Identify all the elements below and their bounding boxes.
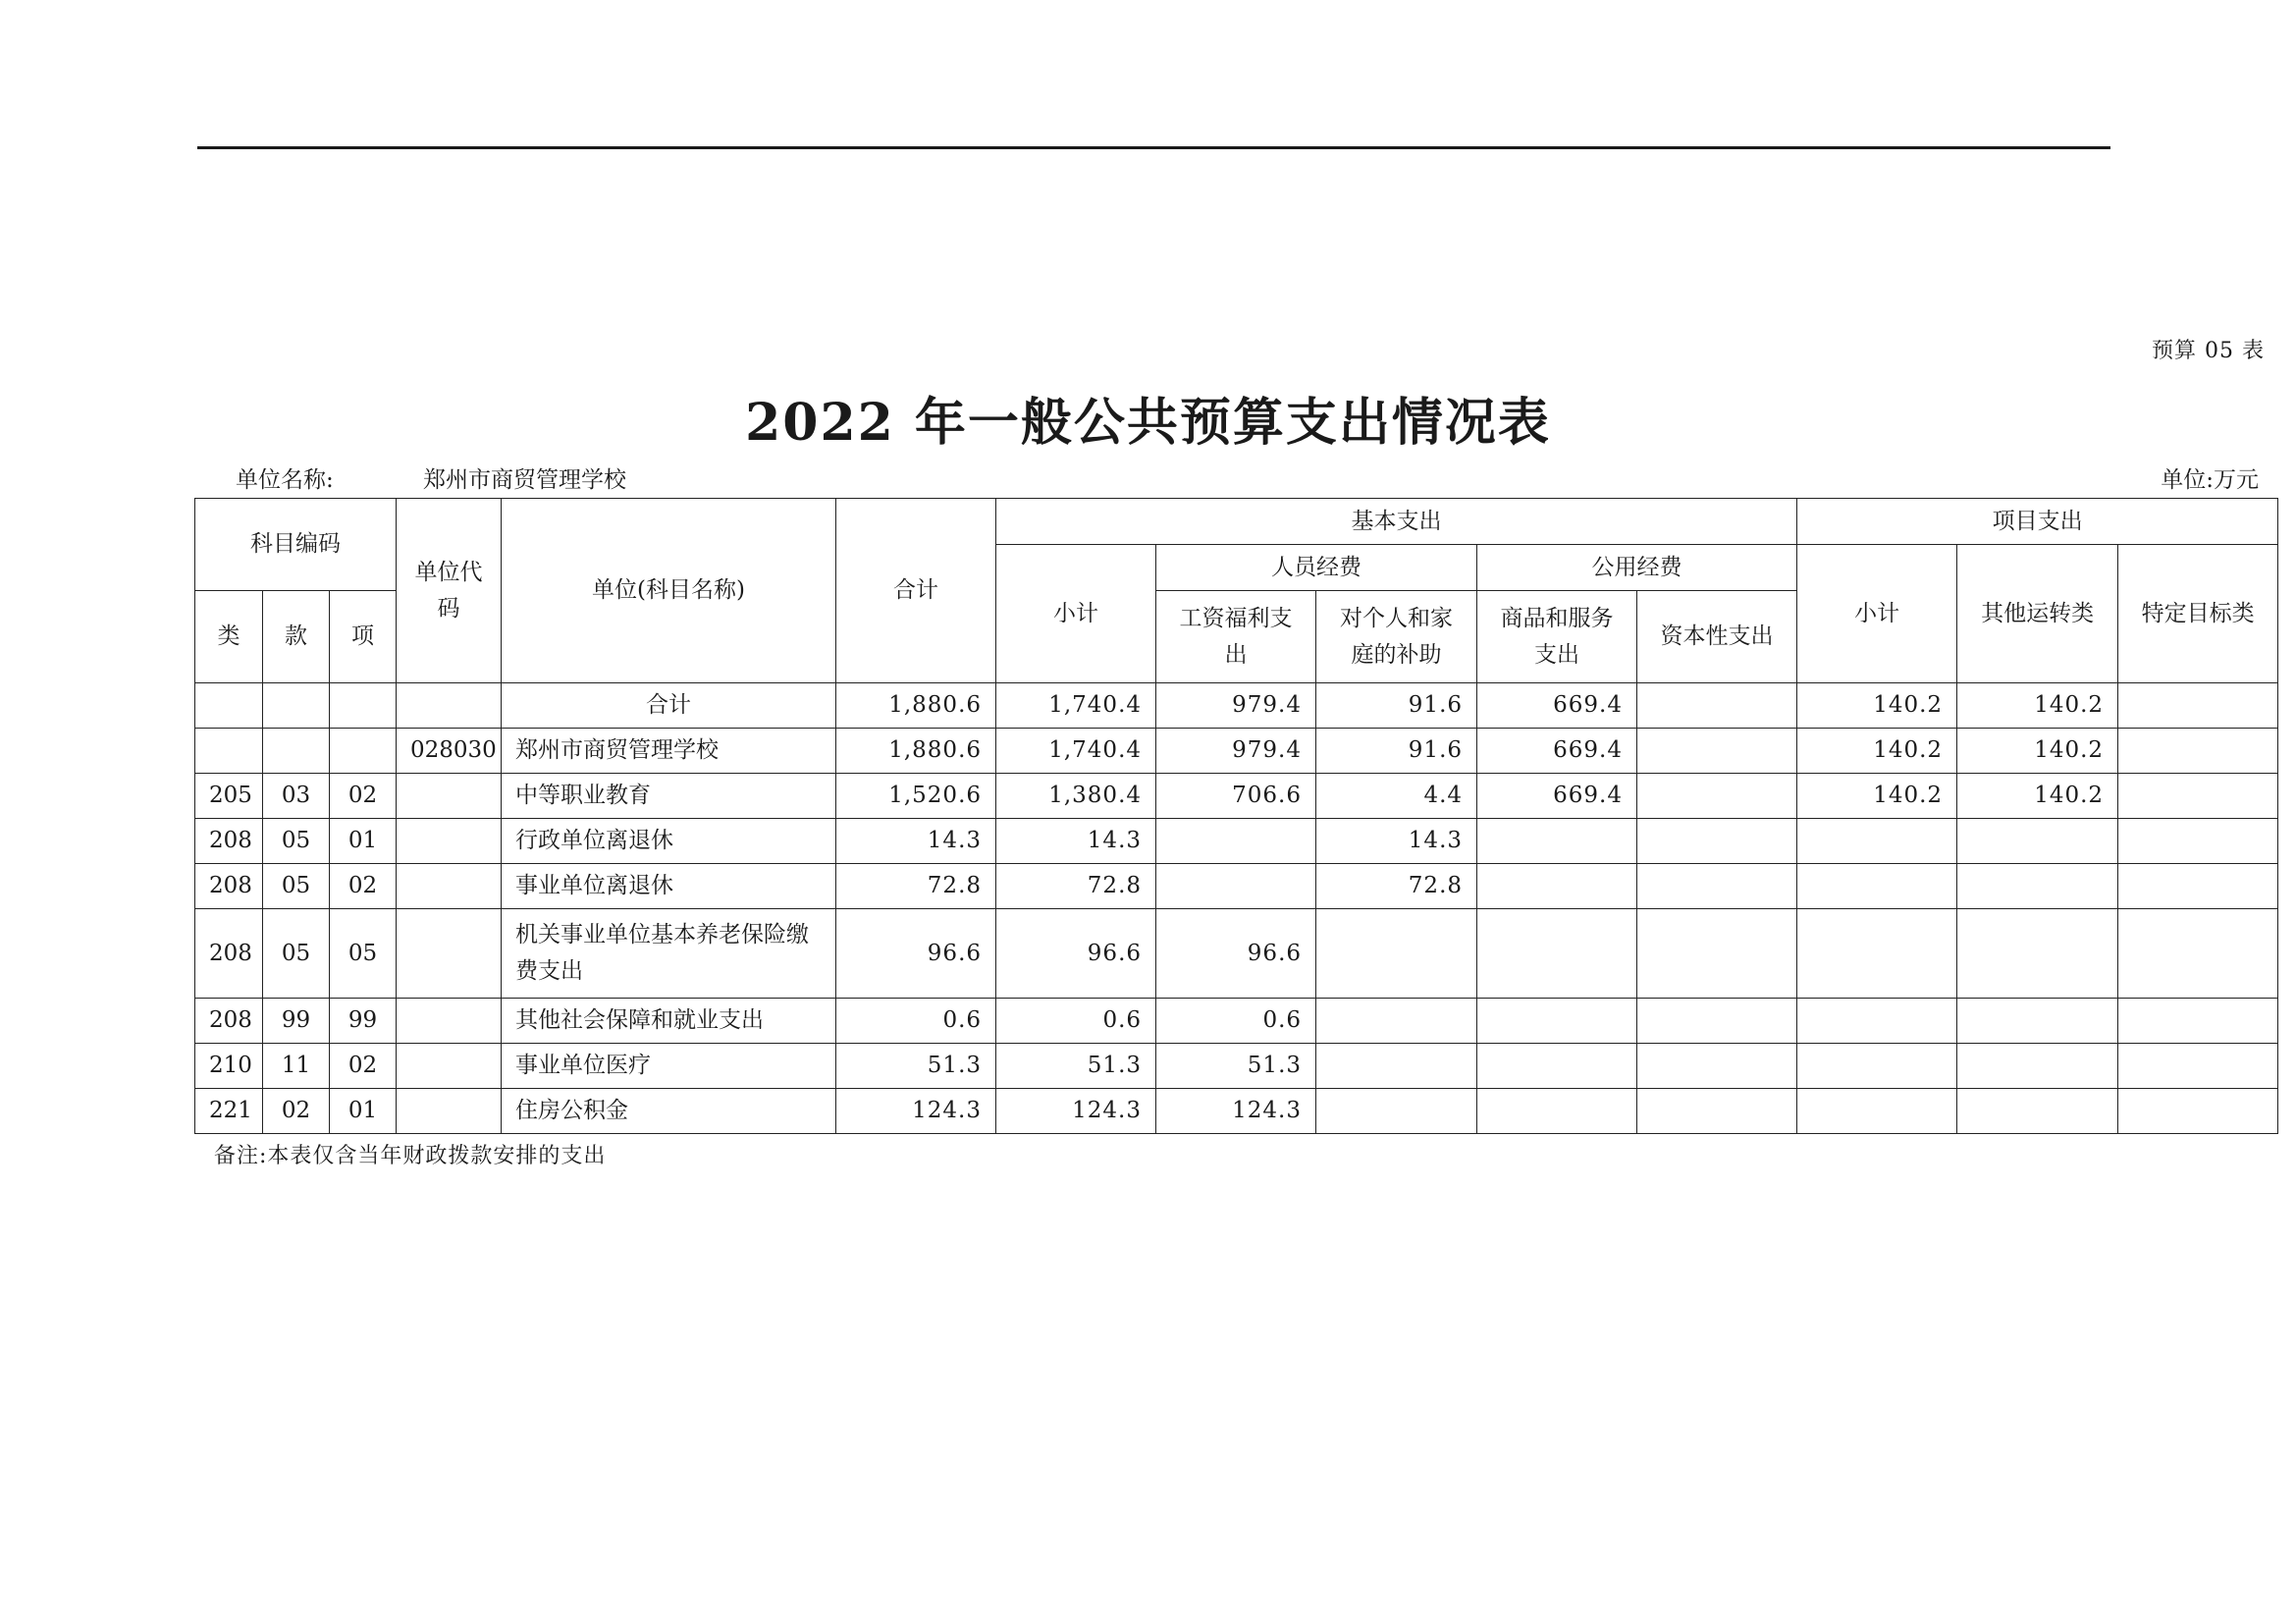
cell-salary: 0.6 — [1156, 999, 1316, 1044]
budget-table — [194, 498, 2278, 1134]
cell-xiang — [330, 683, 397, 729]
cell-unit-code — [397, 999, 502, 1044]
cell-subsidy: 72.8 — [1316, 864, 1477, 909]
cell-salary: 706.6 — [1156, 774, 1316, 819]
cell-capital — [1637, 864, 1797, 909]
header-basic: 基本支出 — [996, 499, 1797, 545]
cell-unit-code — [397, 909, 502, 999]
header-basic-subtotal: 小计 — [996, 545, 1156, 683]
cell-unit-code — [397, 774, 502, 819]
cell-lei: 221 — [195, 1089, 263, 1134]
cell-subsidy: 91.6 — [1316, 729, 1477, 774]
cell-capital — [1637, 1089, 1797, 1134]
cell-lei: 210 — [195, 1044, 263, 1089]
header-unit-name: 单位(科目名称) — [502, 499, 836, 683]
cell-special — [2118, 864, 2278, 909]
cell-subsidy — [1316, 1089, 1477, 1134]
cell-name: 事业单位离退休 — [502, 864, 836, 909]
cell-project-subtotal — [1797, 864, 1957, 909]
cell-unit-code — [397, 864, 502, 909]
cell-name: 行政单位离退休 — [502, 819, 836, 864]
cell-basic-subtotal: 14.3 — [996, 819, 1156, 864]
cell-other-ops — [1957, 864, 2118, 909]
cell-capital — [1637, 1044, 1797, 1089]
cell-xiang: 05 — [330, 909, 397, 999]
cell-name: 郑州市商贸管理学校 — [502, 729, 836, 774]
table-row — [195, 683, 2278, 729]
cell-basic-subtotal: 0.6 — [996, 999, 1156, 1044]
cell-total: 1,880.6 — [836, 683, 996, 729]
cell-unit-code: 028030 — [397, 729, 502, 774]
cell-kuan: 05 — [263, 909, 330, 999]
cell-name: 事业单位医疗 — [502, 1044, 836, 1089]
header-unit-code: 单位代码 — [397, 499, 502, 683]
cell-basic-subtotal: 1,740.4 — [996, 683, 1156, 729]
table-row — [195, 864, 2278, 909]
cell-basic-subtotal: 1,380.4 — [996, 774, 1156, 819]
cell-other-ops — [1957, 999, 2118, 1044]
cell-lei — [195, 729, 263, 774]
cell-unit-code — [397, 1044, 502, 1089]
cell-name: 住房公积金 — [502, 1089, 836, 1134]
cell-unit-code — [397, 1089, 502, 1134]
cell-project-subtotal — [1797, 819, 1957, 864]
cell-kuan: 03 — [263, 774, 330, 819]
cell-special — [2118, 729, 2278, 774]
cell-name: 机关事业单位基本养老保险缴费支出 — [502, 909, 836, 999]
cell-name: 其他社会保障和就业支出 — [502, 999, 836, 1044]
cell-total: 124.3 — [836, 1089, 996, 1134]
cell-special — [2118, 999, 2278, 1044]
cell-goods — [1477, 1089, 1637, 1134]
cell-project-subtotal: 140.2 — [1797, 774, 1957, 819]
cell-salary: 124.3 — [1156, 1089, 1316, 1134]
cell-special — [2118, 774, 2278, 819]
header-capital: 资本性支出 — [1637, 591, 1797, 683]
cell-kuan: 05 — [263, 819, 330, 864]
cell-goods: 669.4 — [1477, 729, 1637, 774]
table-row — [195, 729, 2278, 774]
cell-basic-subtotal: 124.3 — [996, 1089, 1156, 1134]
cell-xiang: 99 — [330, 999, 397, 1044]
cell-total: 51.3 — [836, 1044, 996, 1089]
cell-other-ops: 140.2 — [1957, 729, 2118, 774]
table-row — [195, 999, 2278, 1044]
cell-goods: 669.4 — [1477, 774, 1637, 819]
cell-goods — [1477, 909, 1637, 999]
cell-other-ops — [1957, 1089, 2118, 1134]
cell-total: 1,880.6 — [836, 729, 996, 774]
cell-subsidy — [1316, 909, 1477, 999]
cell-kuan: 11 — [263, 1044, 330, 1089]
table-row — [195, 1044, 2278, 1089]
header-lei: 类 — [195, 591, 263, 683]
cell-other-ops: 140.2 — [1957, 683, 2118, 729]
header-project: 项目支出 — [1797, 499, 2278, 545]
table-row — [195, 774, 2278, 819]
cell-basic-subtotal: 51.3 — [996, 1044, 1156, 1089]
cell-subsidy: 14.3 — [1316, 819, 1477, 864]
unit-name-label: 单位名称: — [236, 467, 334, 493]
cell-total: 1,520.6 — [836, 774, 996, 819]
header-subsidy: 对个人和家庭的补助 — [1316, 591, 1477, 683]
cell-salary: 51.3 — [1156, 1044, 1316, 1089]
cell-basic-subtotal: 96.6 — [996, 909, 1156, 999]
header-subject-code: 科目编码 — [195, 499, 397, 591]
cell-goods: 669.4 — [1477, 683, 1637, 729]
cell-xiang: 01 — [330, 1089, 397, 1134]
cell-special — [2118, 683, 2278, 729]
cell-salary — [1156, 819, 1316, 864]
cell-capital — [1637, 729, 1797, 774]
cell-other-ops — [1957, 909, 2118, 999]
header-total: 合计 — [836, 499, 996, 683]
cell-capital — [1637, 999, 1797, 1044]
cell-special — [2118, 909, 2278, 999]
cell-unit-code — [397, 683, 502, 729]
cell-lei — [195, 683, 263, 729]
cell-xiang: 02 — [330, 774, 397, 819]
cell-total: 14.3 — [836, 819, 996, 864]
cell-salary: 979.4 — [1156, 729, 1316, 774]
cell-total: 72.8 — [836, 864, 996, 909]
unit-name-value: 郑州市商贸管理学校 — [423, 467, 626, 493]
cell-kuan: 05 — [263, 864, 330, 909]
footnote: 备注:本表仅含当年财政拨款安排的支出 — [214, 1144, 607, 1168]
cell-lei: 205 — [195, 774, 263, 819]
table-row — [195, 819, 2278, 864]
header-project-subtotal: 小计 — [1797, 545, 1957, 683]
cell-subsidy: 4.4 — [1316, 774, 1477, 819]
cell-capital — [1637, 683, 1797, 729]
cell-other-ops: 140.2 — [1957, 774, 2118, 819]
cell-basic-subtotal: 1,740.4 — [996, 729, 1156, 774]
cell-project-subtotal: 140.2 — [1797, 729, 1957, 774]
header-other-ops: 其他运转类 — [1957, 545, 2118, 683]
cell-subsidy — [1316, 999, 1477, 1044]
table-row — [195, 909, 2278, 999]
cell-unit-code — [397, 819, 502, 864]
cell-capital — [1637, 819, 1797, 864]
cell-total: 96.6 — [836, 909, 996, 999]
cell-lei: 208 — [195, 909, 263, 999]
cell-basic-subtotal: 72.8 — [996, 864, 1156, 909]
cell-salary: 979.4 — [1156, 683, 1316, 729]
page-title: 2022 年一般公共预算支出情况表 — [745, 393, 1551, 453]
cell-goods — [1477, 864, 1637, 909]
cell-total: 0.6 — [836, 999, 996, 1044]
cell-special — [2118, 1044, 2278, 1089]
form-id: 预算 05 表 — [2152, 339, 2265, 363]
cell-kuan — [263, 729, 330, 774]
cell-salary: 96.6 — [1156, 909, 1316, 999]
header-personnel: 人员经费 — [1156, 545, 1477, 591]
table-row — [195, 1089, 2278, 1134]
money-unit: 单位:万元 — [2161, 467, 2259, 493]
header-public: 公用经费 — [1477, 545, 1797, 591]
cell-subsidy — [1316, 1044, 1477, 1089]
header-kuan: 款 — [263, 591, 330, 683]
cell-kuan — [263, 683, 330, 729]
top-rule — [197, 146, 2110, 149]
cell-project-subtotal: 140.2 — [1797, 683, 1957, 729]
cell-other-ops — [1957, 819, 2118, 864]
cell-other-ops — [1957, 1044, 2118, 1089]
cell-goods — [1477, 999, 1637, 1044]
cell-special — [2118, 1089, 2278, 1134]
cell-project-subtotal — [1797, 1089, 1957, 1134]
cell-xiang: 02 — [330, 864, 397, 909]
cell-lei: 208 — [195, 999, 263, 1044]
header-salary: 工资福利支出 — [1156, 591, 1316, 683]
cell-lei: 208 — [195, 819, 263, 864]
cell-goods — [1477, 819, 1637, 864]
cell-project-subtotal — [1797, 909, 1957, 999]
header-xiang: 项 — [330, 591, 397, 683]
cell-project-subtotal — [1797, 1044, 1957, 1089]
header-goods: 商品和服务支出 — [1477, 591, 1637, 683]
cell-xiang — [330, 729, 397, 774]
cell-salary — [1156, 864, 1316, 909]
header-special: 特定目标类 — [2118, 545, 2278, 683]
cell-xiang: 02 — [330, 1044, 397, 1089]
cell-special — [2118, 819, 2278, 864]
cell-capital — [1637, 774, 1797, 819]
cell-subsidy: 91.6 — [1316, 683, 1477, 729]
cell-name: 合计 — [502, 683, 836, 729]
cell-kuan: 02 — [263, 1089, 330, 1134]
cell-xiang: 01 — [330, 819, 397, 864]
cell-kuan: 99 — [263, 999, 330, 1044]
cell-capital — [1637, 909, 1797, 999]
cell-goods — [1477, 1044, 1637, 1089]
cell-name: 中等职业教育 — [502, 774, 836, 819]
cell-lei: 208 — [195, 864, 263, 909]
cell-project-subtotal — [1797, 999, 1957, 1044]
